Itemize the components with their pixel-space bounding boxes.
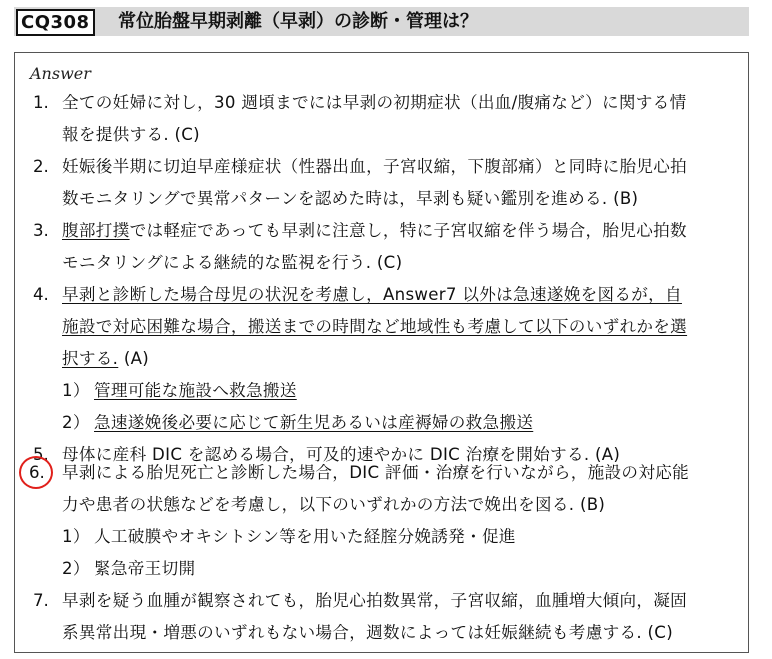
item-text: 施設で対応困難な場合，搬送までの時間など地域性も考慮して以下のいずれかを選 bbox=[62, 317, 688, 336]
item-text: 系異常出現・増悪のいずれもない場合，週数によっては妊娠継続も考慮する. (C) bbox=[62, 623, 673, 642]
item-number: 4. bbox=[33, 285, 49, 304]
sub-item-number: 1） bbox=[62, 527, 90, 546]
cq-number-badge: CQ308 bbox=[16, 9, 95, 36]
item-text: 報を提供する. (C) bbox=[62, 125, 200, 144]
item-text: 全ての妊婦に対し，30 週頃までには早剥の初期症状（出血/腹痛など）に関する情 bbox=[62, 93, 687, 112]
underlined-text: 択する. bbox=[62, 349, 119, 368]
item-number: 3. bbox=[33, 221, 49, 240]
item-number: 5. bbox=[33, 445, 49, 464]
item-text: 早剥と診断した場合母児の状況を考慮し，Answer7 以外は急速遂娩を図るが，自 bbox=[62, 285, 682, 304]
item-text: 早剥を疑う血腫が観察されても，胎児心拍数異常，子宮収縮，血腫増大傾向，凝固 bbox=[62, 591, 688, 610]
sub-item-number: 2） bbox=[62, 413, 90, 432]
page-title: 常位胎盤早期剥離（早剥）の診断・管理は？ bbox=[118, 11, 478, 32]
underlined-text: 腹部打撲 bbox=[62, 221, 130, 240]
answer-label: Answer bbox=[30, 64, 91, 83]
sub-item-text: 急速遂娩後必要に応じて新生児あるいは産褥婦の救急搬送 bbox=[94, 413, 534, 432]
item-text: 妊娠後半期に切迫早産様症状（性器出血，子宮収縮，下腹部痛）と同時に胎児心拍 bbox=[62, 157, 688, 176]
item-text bbox=[62, 348, 149, 370]
item-text: モニタリングによる継続的な監視を行う. (C) bbox=[62, 253, 403, 272]
item-text: 母体に産科 DIC を認める場合，可及的速やかに DIC 治療を開始する. (A) bbox=[62, 445, 621, 464]
item-text-rest: では軽症であっても早剥に注意し，特に子宮収縮を伴う場合，胎児心拍数 bbox=[129, 221, 687, 240]
sub-item-number: 2） bbox=[62, 559, 90, 578]
item-number: 7. bbox=[33, 591, 49, 610]
sub-item-number: 1） bbox=[62, 381, 90, 400]
item-number: 2. bbox=[33, 157, 49, 176]
item-text: 力や患者の状態などを考慮し，以下のいずれかの方法で娩出を図る. (B) bbox=[62, 495, 606, 514]
item-text: 数モニタリングで異常パターンを認めた時は，早剥も疑い鑑別を進める. (B) bbox=[62, 189, 639, 208]
item-text: 早剥による胎児死亡と診断した場合，DIC 評価・治療を行いながら，施設の対応能 bbox=[62, 463, 690, 482]
item-number: 1. bbox=[33, 93, 49, 112]
item-number: 6. bbox=[29, 463, 45, 482]
sub-item-text: 緊急帝王切開 bbox=[94, 559, 196, 578]
item-text bbox=[62, 220, 687, 242]
sub-item-text: 人工破膜やオキシトシン等を用いた経腟分娩誘発・促進 bbox=[94, 527, 516, 546]
item-text-rest: (A) bbox=[118, 349, 150, 368]
sub-item-text: 管理可能な施設へ救急搬送 bbox=[94, 381, 297, 400]
